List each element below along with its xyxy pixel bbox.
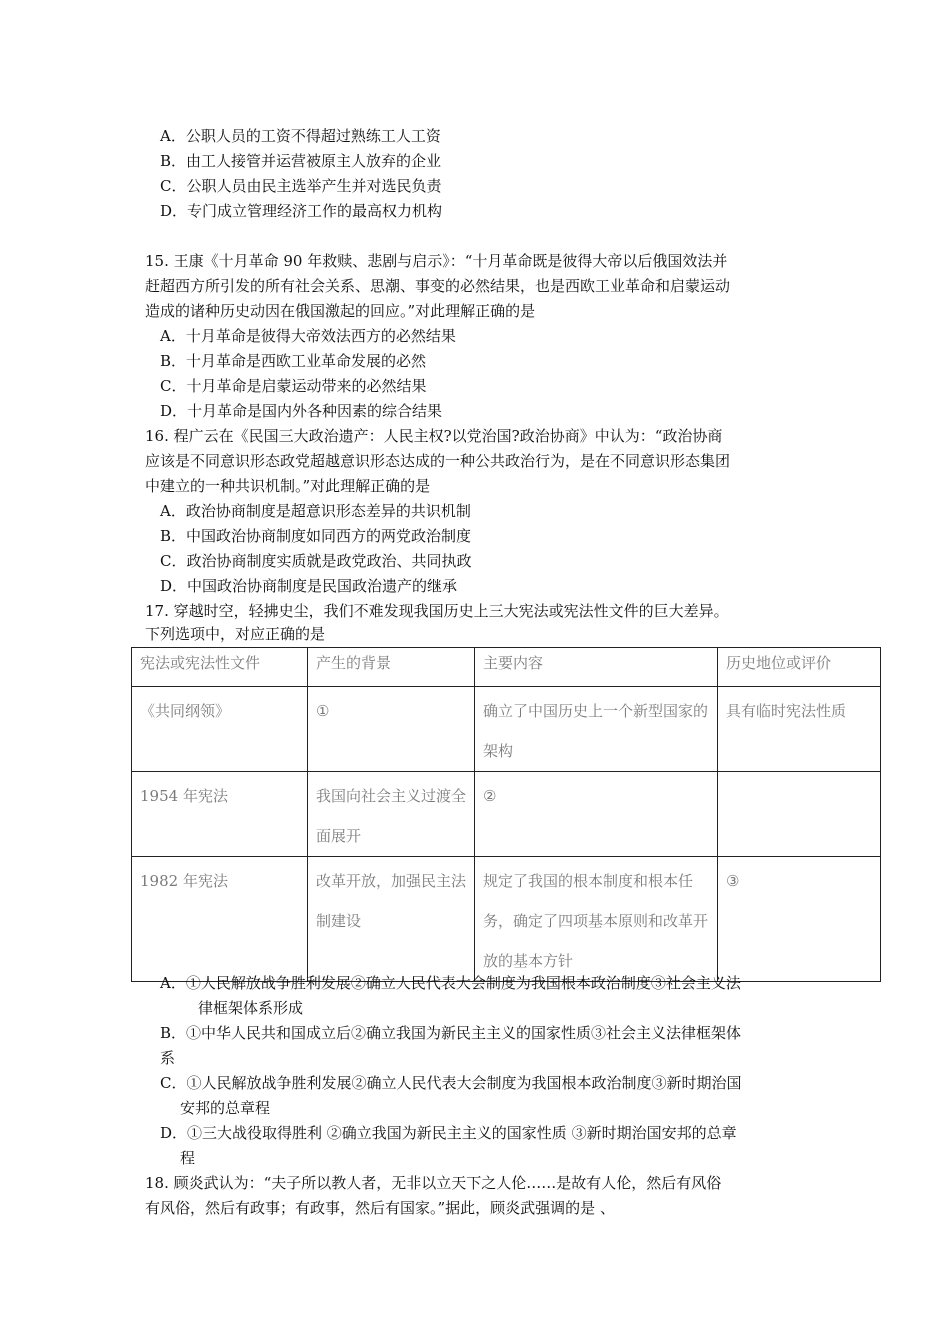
table-row bbox=[132, 857, 881, 982]
table-cell: 《共同纲领》 bbox=[132, 687, 308, 772]
q15-option-d: D．十月革命是国内外各种因素的综合结果 bbox=[160, 402, 443, 420]
q17-option-d-line-1: D．①三大战役取得胜利 ②确立我国为新民主主义的国家性质 ③新时期治国安邦的总章 bbox=[160, 1124, 737, 1142]
table-cell: ① bbox=[308, 687, 475, 772]
q16-option-a: A．政治协商制度是超意识形态差异的共识机制 bbox=[160, 502, 471, 520]
table-header-cell: 主要内容 bbox=[475, 648, 718, 687]
table-cell bbox=[718, 772, 881, 857]
q16-stem-line-3: 中建立的一种共识机制。”对此理解正确的是 bbox=[145, 477, 431, 495]
table-row bbox=[132, 687, 881, 772]
q17-option-a-line-1: A．①人民解放战争胜利发展②确立人民代表大会制度为我国根本政治制度③社会主义法 bbox=[160, 974, 741, 992]
q14-option-b: B．由工人接管并运营被原主人放弃的企业 bbox=[160, 152, 442, 170]
table-cell: 具有临时宪法性质 bbox=[718, 687, 881, 772]
q17-stem-line-2: 下列选项中，对应正确的是 bbox=[145, 625, 326, 643]
q15-stem-line-2: 赶超西方所引发的所有社会关系、思潮、事变的必然结果，也是西欧工业革命和启蒙运动 bbox=[145, 277, 731, 295]
q15-option-a: A．十月革命是彼得大帝效法西方的必然结果 bbox=[160, 327, 456, 345]
q17-option-b-line-1: B．①中华人民共和国成立后②确立我国为新民主主义的国家性质③社会主义法律框架体 bbox=[160, 1024, 742, 1042]
table-row bbox=[132, 772, 881, 857]
q16-stem-line-1: 16. 程广云在《民国三大政治遗产：人民主权?以党治国?政治协商》中认为：“政治协商 bbox=[145, 427, 723, 445]
table-header-cell: 历史地位或评价 bbox=[718, 648, 881, 687]
q17-option-b-line-2: 系 bbox=[160, 1049, 176, 1067]
q17-option-c-line-2: 安邦的总章程 bbox=[180, 1099, 271, 1117]
q17-option-c-line-1: C．①人民解放战争胜利发展②确立人民代表大会制度为我国根本政治制度③新时期治国 bbox=[160, 1074, 742, 1092]
table-cell: 我国向社会主义过渡全面展开 bbox=[308, 772, 475, 857]
table-cell: 1954 年宪法 bbox=[132, 772, 308, 857]
q14-option-a: A．公职人员的工资不得超过熟练工人工资 bbox=[160, 127, 441, 145]
q16-option-b: B．中国政治协商制度如同西方的两党政治制度 bbox=[160, 527, 472, 545]
constitution-table bbox=[131, 647, 881, 982]
table-header-cell: 产生的背景 bbox=[308, 648, 475, 687]
table-cell: 规定了我国的根本制度和根本任务，确定了四项基本原则和改革开放的基本方针 bbox=[475, 857, 718, 982]
q16-stem-line-2: 应该是不同意识形态政党超越意识形态达成的一种公共政治行为，是在不同意识形态集团 bbox=[145, 452, 731, 470]
q15-option-c: C．十月革命是启蒙运动带来的必然结果 bbox=[160, 377, 427, 395]
table-cell: ② bbox=[475, 772, 718, 857]
q17-stem-line-1: 17. 穿越时空，轻拂史尘，我们不难发现我国历史上三大宪法或宪法性文件的巨大差异。 bbox=[145, 602, 729, 620]
q18-stem-line-2: 有风俗，然后有政事；有政事，然后有国家。”据此，顾炎武强调的是 、 bbox=[145, 1199, 615, 1217]
q17-option-a-line-2: 律框架体系形成 bbox=[198, 999, 304, 1017]
q15-option-b: B．十月革命是西欧工业革命发展的必然 bbox=[160, 352, 427, 370]
table-cell: 1982 年宪法 bbox=[132, 857, 308, 982]
q18-stem-line-1: 18. 顾炎武认为：“夫子所以教人者，无非以立天下之人伦……是故有人伦，然后有风俗 bbox=[145, 1174, 722, 1192]
q16-option-d: D．中国政治协商制度是民国政治遗产的继承 bbox=[160, 577, 458, 595]
table-cell: 改革开放，加强民主法制建设 bbox=[308, 857, 475, 982]
q14-option-c: C．公职人员由民主选举产生并对选民负责 bbox=[160, 177, 442, 195]
q15-stem-line-3: 造成的诸种历史动因在俄国激起的回应。”对此理解正确的是 bbox=[145, 302, 536, 320]
table-cell: ③ bbox=[718, 857, 881, 982]
table-header-row bbox=[132, 648, 881, 687]
table-header-cell: 宪法或宪法性文件 bbox=[132, 648, 308, 687]
q16-option-c: C．政治协商制度实质就是政党政治、共同执政 bbox=[160, 552, 472, 570]
q14-option-d: D．专门成立管理经济工作的最高权力机构 bbox=[160, 202, 443, 220]
q15-stem-line-1: 15. 王康《十月革命 90 年救赎、悲剧与启示》：“十月革命既是彼得大帝以后俄国效法并 bbox=[145, 252, 728, 270]
q17-option-d-line-2: 程 bbox=[180, 1149, 196, 1167]
table-cell: 确立了中国历史上一个新型国家的架构 bbox=[475, 687, 718, 772]
